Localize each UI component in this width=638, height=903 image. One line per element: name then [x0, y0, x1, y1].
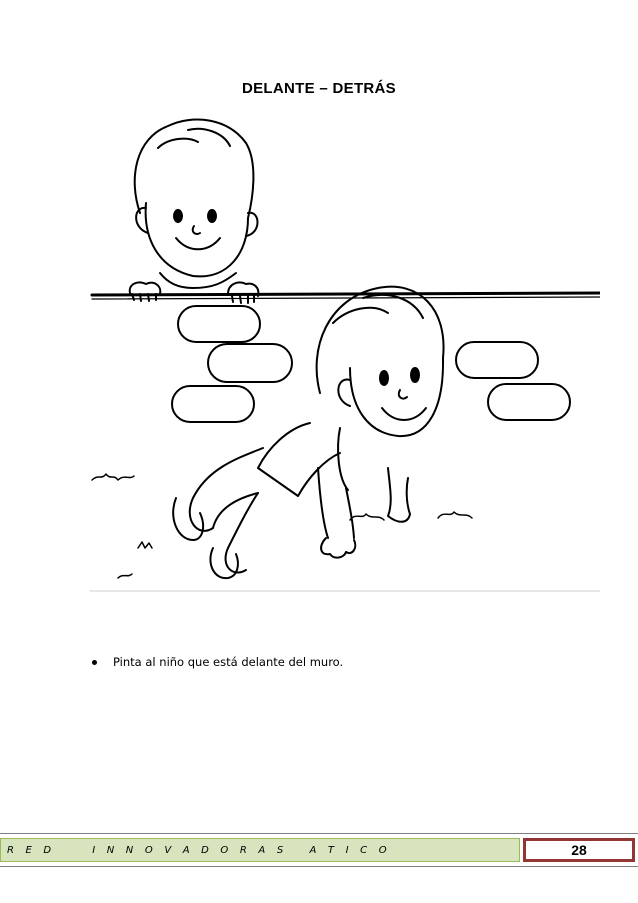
footer-divider-top	[0, 833, 638, 834]
instruction-text: Pinta al niño que está delante del muro.	[113, 655, 344, 669]
wall-bricks	[172, 306, 570, 422]
boy-in-front	[173, 287, 443, 579]
page-title: DELANTE – DETRÁS	[242, 80, 396, 97]
wall-top-line	[92, 293, 600, 295]
footer-text: R E D I N N O V A D O R A S A T I C O	[7, 844, 391, 856]
page-number-box	[523, 838, 635, 862]
page-number: 28	[571, 842, 587, 858]
coloring-illustration	[88, 108, 600, 596]
boy-behind-wall	[130, 119, 259, 303]
bullet-icon	[92, 660, 97, 665]
footer-divider-bottom	[0, 866, 638, 867]
grass	[92, 474, 472, 578]
footer-bar	[0, 838, 520, 862]
instruction-item	[90, 655, 343, 669]
